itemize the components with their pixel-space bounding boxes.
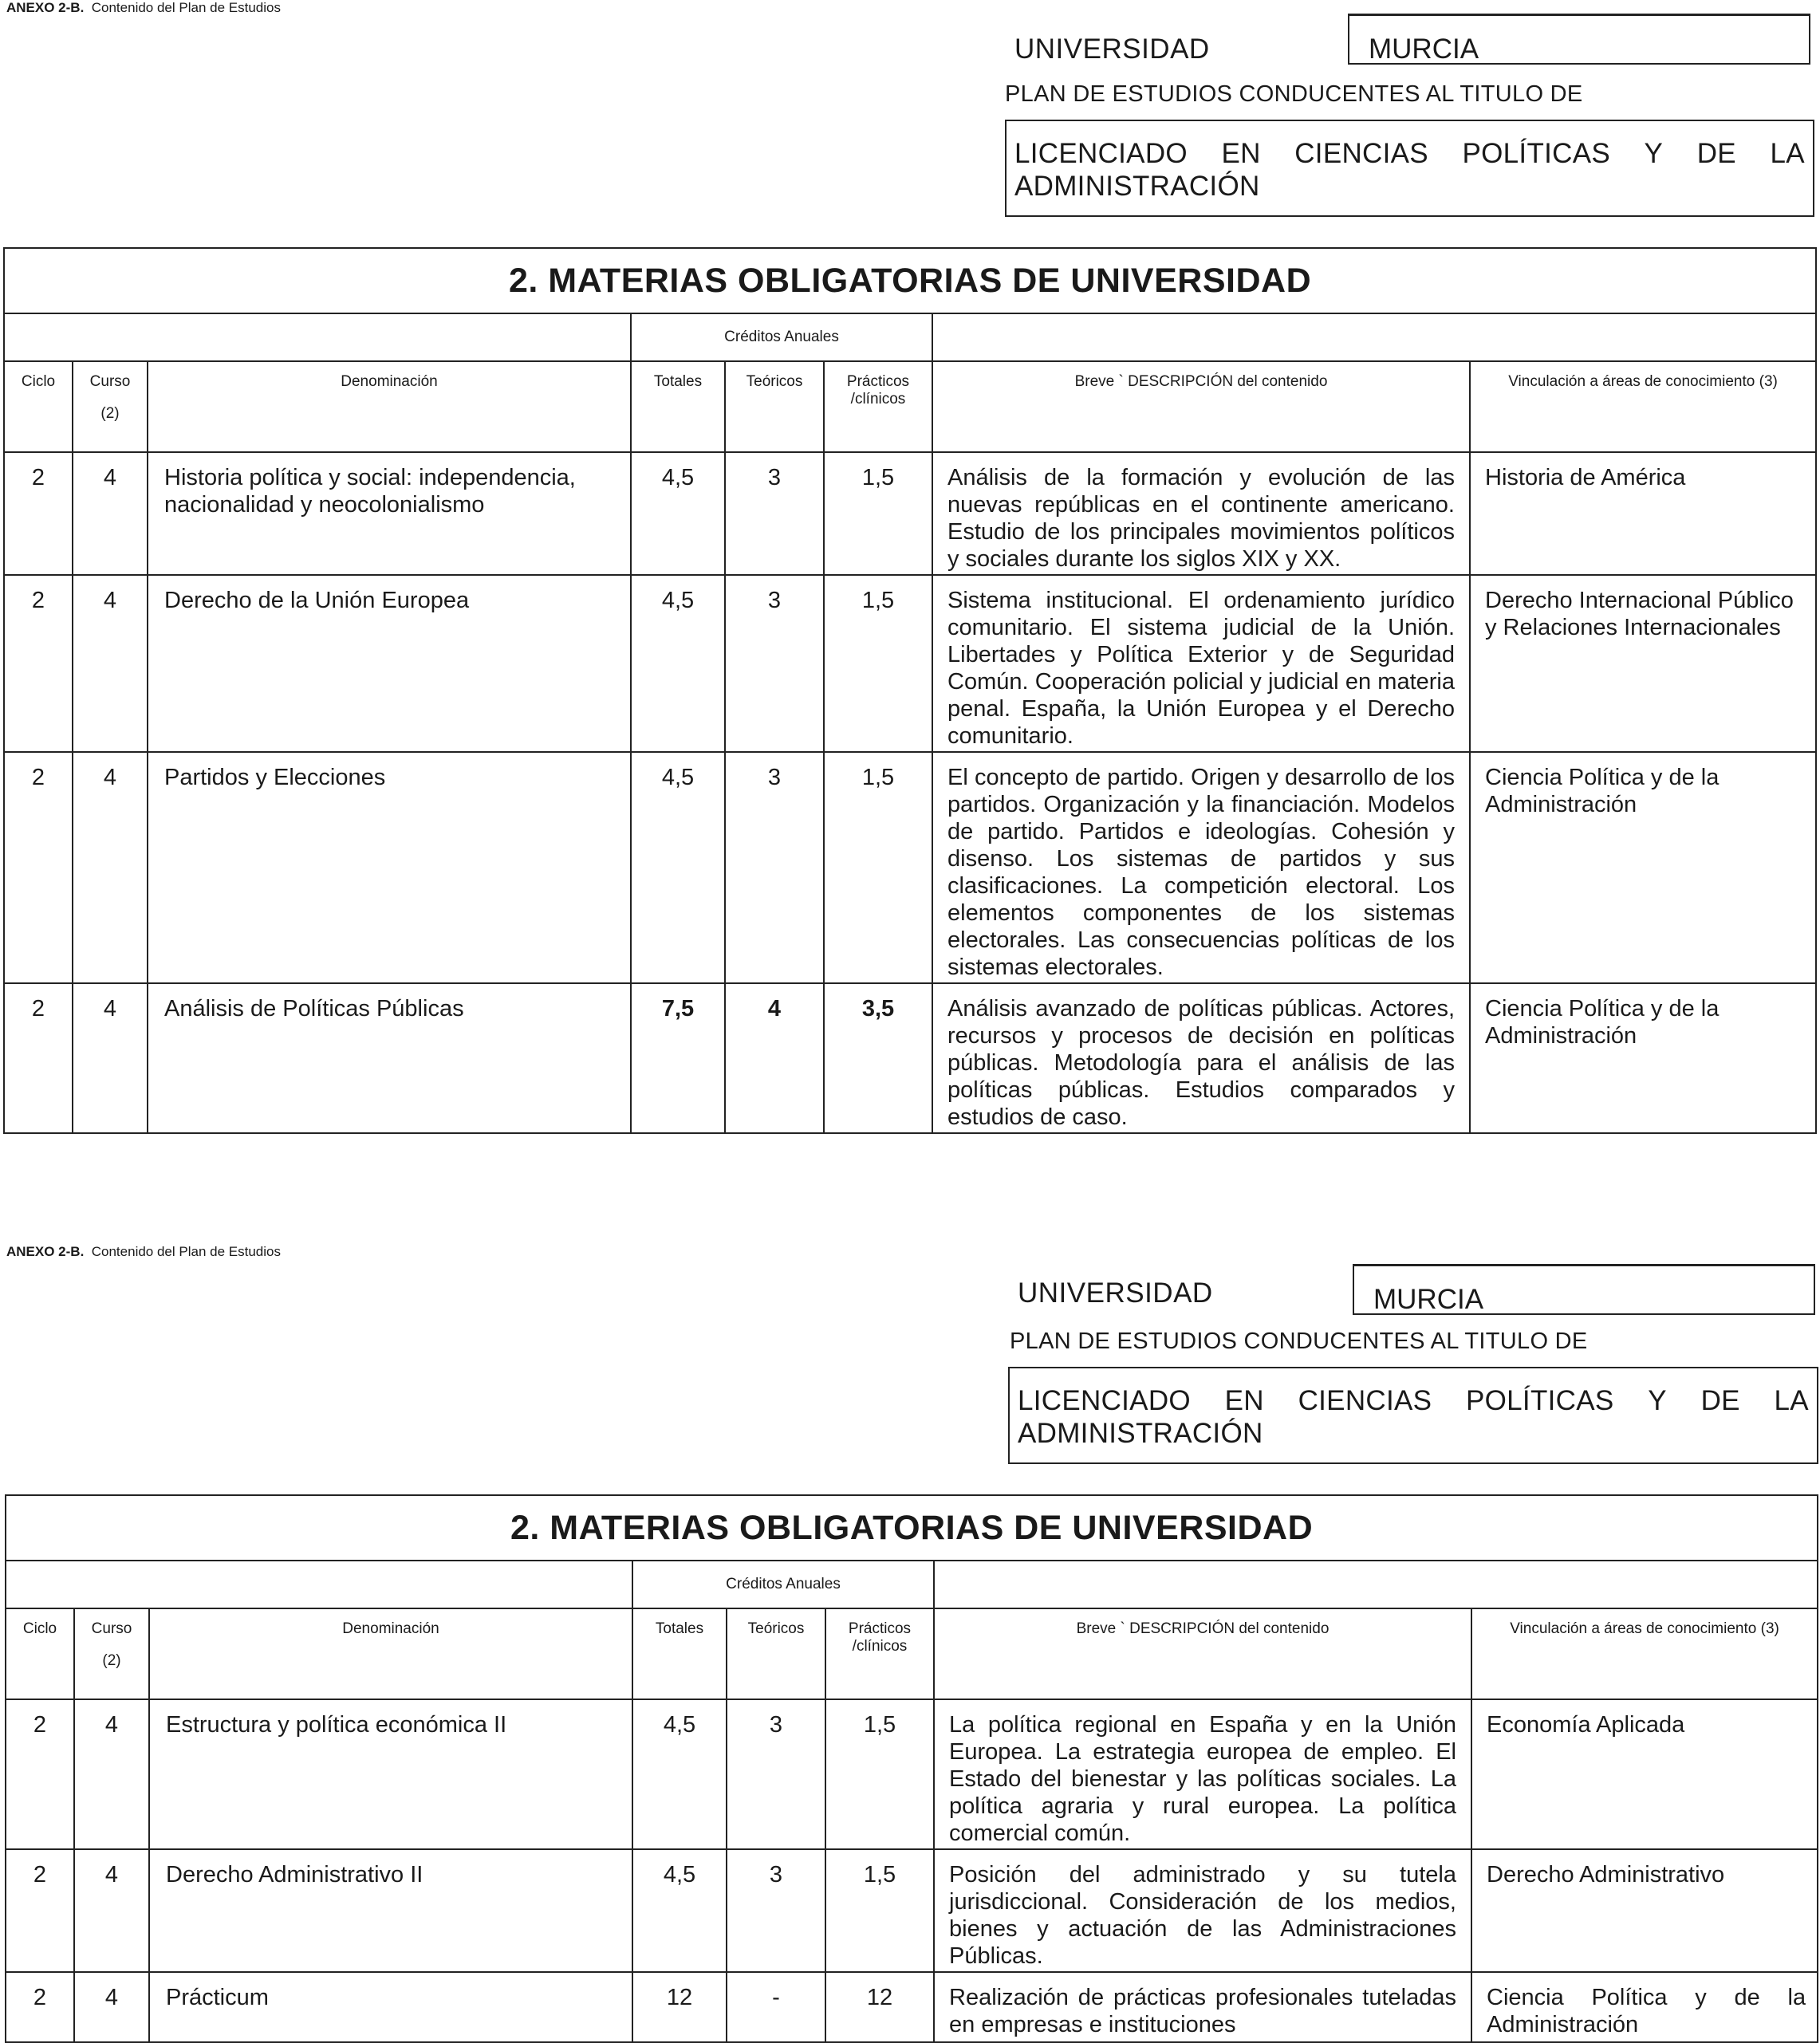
ciclo-header: Ciclo [4, 361, 73, 452]
vinculacion-cell: Ciencia Política y de la Administración [1470, 752, 1816, 983]
descripcion-cell: Posición del administrado y su tutela jurisdiccional. Consideración de los medios, bienes y actuación de las Administraciones Públicas. [934, 1849, 1471, 1972]
subjects-table [3, 247, 1817, 1134]
universidad-value: MURCIA [1348, 14, 1810, 65]
vinculacion-cell: Historia de América [1470, 452, 1816, 575]
curso-cell: 4 [73, 575, 148, 752]
table-title: 2. MATERIAS OBLIGATORIAS DE UNIVERSIDAD [4, 248, 1816, 313]
curso-cell: 4 [73, 983, 148, 1133]
teoricos-cell: 3 [725, 452, 824, 575]
denominacion-cell: Análisis de Políticas Públicas [148, 983, 631, 1133]
descripcion-cell: Sistema institucional. El ordenamiento jurídico comunitario. El sistema judicial de la Unión. Libertades y Política Exterior y de Seguridad Común. Cooperación policial y judicial en materia penal. España, la Unión Europea y el Derecho comunitario. [932, 575, 1470, 752]
practicos-cell: 1,5 [824, 452, 932, 575]
practicos-cell: 1,5 [824, 575, 932, 752]
denominacion-header: Denominación [149, 1608, 632, 1699]
ciclo-cell: 2 [6, 1849, 74, 1972]
practicos-cell: 1,5 [825, 1699, 934, 1849]
plan-label: PLAN DE ESTUDIOS CONDUCENTES AL TITULO DE [1005, 81, 1583, 107]
curso-header: Curso (2) [74, 1608, 149, 1699]
curso-cell: 4 [73, 452, 148, 575]
annex-caption: ANEXO 2-B. Contenido del Plan de Estudios [6, 0, 281, 15]
ciclo-cell: 2 [4, 452, 73, 575]
curso-cell: 4 [73, 752, 148, 983]
denominacion-cell: Derecho Administrativo II [149, 1849, 632, 1972]
vinculacion-cell: Derecho Administrativo [1471, 1849, 1818, 1972]
totales-cell: 4,5 [631, 752, 725, 983]
table-row [4, 983, 1816, 1133]
universidad-value: MURCIA [1353, 1264, 1815, 1315]
curso-cell: 4 [74, 1699, 149, 1849]
vinculacion-cell: Economía Aplicada [1471, 1699, 1818, 1849]
teoricos-cell: 3 [725, 575, 824, 752]
degree-title: LICENCIADO EN CIENCIAS POLÍTICAS Y DE LA ADMINISTRACIÓN [1008, 1367, 1818, 1464]
totales-cell: 7,5 [631, 983, 725, 1133]
ciclo-cell: 2 [6, 1699, 74, 1849]
practicos-cell: 3,5 [824, 983, 932, 1133]
table-title: 2. MATERIAS OBLIGATORIAS DE UNIVERSIDAD [6, 1495, 1818, 1561]
ciclo-cell: 2 [4, 752, 73, 983]
ciclo-header: Ciclo [6, 1608, 74, 1699]
vinculacion-cell: Derecho Internacional Público y Relaciones Internacionales [1470, 575, 1816, 752]
descripcion-header: Breve ` DESCRIPCIÓN del contenido [934, 1608, 1471, 1699]
practicos-cell: 12 [825, 1972, 934, 2042]
table-row [6, 1972, 1818, 2042]
vinculacion-header: Vinculación a áreas de conocimiento (3) [1471, 1608, 1818, 1699]
descripcion-cell: Análisis de la formación y evolución de las nuevas repúblicas en el continente americano. Estudio de los principales movimientos políticos y sociales durante los siglos XIX y XX. [932, 452, 1470, 575]
totales-header: Totales [632, 1608, 727, 1699]
descripcion-cell: Realización de prácticas profesionales tuteladas en empresas e instituciones [934, 1972, 1471, 2042]
table-row [4, 752, 1816, 983]
vinculacion-header: Vinculación a áreas de conocimiento (3) [1470, 361, 1816, 452]
totales-cell: 4,5 [632, 1849, 727, 1972]
universidad-label: UNIVERSIDAD [1014, 33, 1210, 65]
ciclo-cell: 2 [4, 575, 73, 752]
totales-cell: 4,5 [632, 1699, 727, 1849]
denominacion-header: Denominación [148, 361, 631, 452]
teoricos-cell: 3 [727, 1849, 825, 1972]
vinculacion-cell: Ciencia Política y de la Administración [1471, 1972, 1818, 2042]
creditos-header: Créditos Anuales [632, 1561, 934, 1608]
teoricos-header: Teóricos [725, 361, 824, 452]
vinculacion-cell: Ciencia Política y de la Administración [1470, 983, 1816, 1133]
ciclo-cell: 2 [4, 983, 73, 1133]
totales-cell: 4,5 [631, 575, 725, 752]
creditos-header: Créditos Anuales [631, 313, 932, 361]
denominacion-cell: Derecho de la Unión Europea [148, 575, 631, 752]
totales-cell: 12 [632, 1972, 727, 2042]
descripcion-cell: La política regional en España y en la Unión Europea. La estrategia europea de empleo. El Estado del bienestar y las políticas sociales. La política agraria y rural europea. La política comercial común. [934, 1699, 1471, 1849]
teoricos-cell: 3 [725, 752, 824, 983]
practicos-cell: 1,5 [825, 1849, 934, 1972]
table-row [6, 1849, 1818, 1972]
teoricos-cell: 4 [725, 983, 824, 1133]
table-row [6, 1699, 1818, 1849]
curso-header: Curso (2) [73, 361, 148, 452]
teoricos-cell: 3 [727, 1699, 825, 1849]
plan-page-2 [0, 1244, 1820, 2037]
degree-title: LICENCIADO EN CIENCIAS POLÍTICAS Y DE LA ADMINISTRACIÓN [1005, 120, 1814, 217]
table-row [4, 452, 1816, 575]
totales-header: Totales [631, 361, 725, 452]
denominacion-cell: Estructura y política económica II [149, 1699, 632, 1849]
table-row [4, 575, 1816, 752]
descripcion-cell: Análisis avanzado de políticas públicas. Actores, recursos y procesos de decisión en políticas públicas. Metodología para el análisis de las políticas públicas. Estudios comparados y estudios de caso. [932, 983, 1470, 1133]
annex-caption: ANEXO 2-B. Contenido del Plan de Estudios [6, 1244, 281, 1259]
descripcion-cell: El concepto de partido. Origen y desarrollo de los partidos. Organización y la financiación. Modelos de partido. Partidos e ideologías. Cohesión y disenso. Los sistemas de partidos y sus clasificaciones. La competición electoral. Los elementos componentes de los sistemas electorales. Las consecuencias políticas de los sistemas electorales. [932, 752, 1470, 983]
subjects-table [5, 1494, 1818, 2043]
curso-cell: 4 [74, 1849, 149, 1972]
denominacion-cell: Prácticum [149, 1972, 632, 2042]
universidad-label: UNIVERSIDAD [1018, 1277, 1213, 1309]
denominacion-cell: Partidos y Elecciones [148, 752, 631, 983]
practicos-header: Prácticos /clínicos [825, 1608, 934, 1699]
curso-cell: 4 [74, 1972, 149, 2042]
denominacion-cell: Historia política y social: independencia, nacionalidad y neocolonialismo [148, 452, 631, 575]
teoricos-cell: - [727, 1972, 825, 2042]
teoricos-header: Teóricos [727, 1608, 825, 1699]
totales-cell: 4,5 [631, 452, 725, 575]
ciclo-cell: 2 [6, 1972, 74, 2042]
descripcion-header: Breve ` DESCRIPCIÓN del contenido [932, 361, 1470, 452]
practicos-cell: 1,5 [824, 752, 932, 983]
practicos-header: Prácticos /clínicos [824, 361, 932, 452]
plan-label: PLAN DE ESTUDIOS CONDUCENTES AL TITULO DE [1010, 1329, 1588, 1354]
